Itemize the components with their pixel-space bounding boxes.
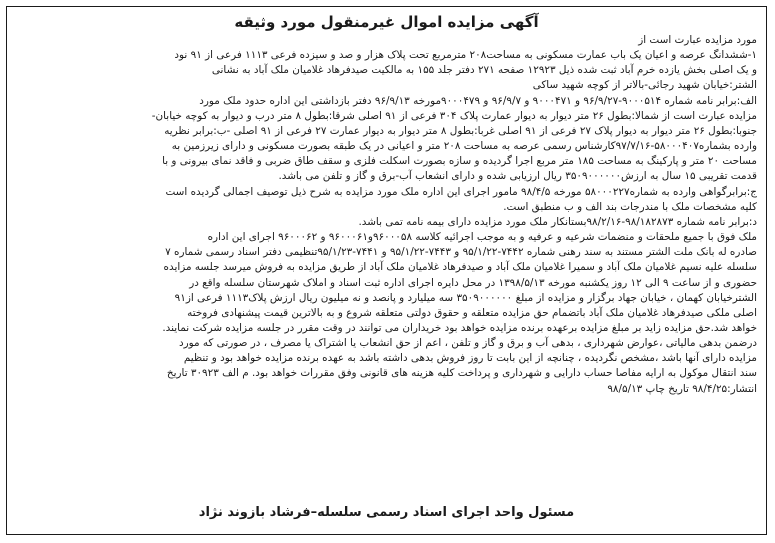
body-line: ج:برابرگواهی وارده به شماره۵۸۰۰۰۲۲۷ مورخه ۹۸/۴/۵ مامور اجرای این اداره ملک مورد مزایده به شرح ذیل توصیف اجمالی گردیده است	[165, 185, 757, 198]
body-line: ۱-ششدانگ عرصه و اعیان یک باب عمارت مسکونی به مساحت۲۰۸ مترمربع تحت پلاک هزار و صد و سیزده فرعی ۱۱۱۳ فرعی از ۹۱ نود	[174, 49, 757, 62]
body-line: سند انتقال موکول به ارایه مفاصا حساب دارایی و شهرداری و پرداخت کلیه هزینه های قانونی وفق مقررات خواهد بود. م الف ۳۰۹۲۳ تاریخ	[166, 367, 757, 380]
body-line: د:برابر نامه شماره ۹۸/۱۸۲۸۷۳-۹۸/۲/۱۶بستانکار ملک مورد مزایده دارای بیمه نامه تمی باشد.	[358, 215, 757, 228]
auction-notice	[6, 6, 767, 535]
body-line: مورد مزایده عبارت است از	[638, 34, 757, 46]
body-line: اصلی ملکی صیدفرهاد غلامیان ملک آباد باتضمام حق مزایده متعلقه و حقوق دولتی متعلقه شروع و به بالاترین قیمت پیشنهادی فروخته	[187, 306, 757, 319]
body-line: کلیه مشخصات ملک با مندرجات بند الف و ب منطبق است.	[503, 200, 757, 213]
body-line: و یک اصلی بخش یازده خرم آباد ثبت شده ذیل ۱۲۹۲۳ صفحه ۲۷۱ دفتر جلد ۱۵۵ به مالکیت صیدفرهاد غلامیان ملک آباد به نشانی	[211, 64, 757, 77]
body-line: انتشار:۹۸/۴/۲۵ تاریخ چاپ ۹۸/۵/۱۳	[607, 382, 757, 395]
notice-title: آگهی مزایده اموال غیرمنقول مورد وثیقه	[234, 13, 539, 31]
body-line: الف:برابر نامه شماره ۹۰۰۰۵۱۴-۹۶/۹/۲۷ و ۹۰۰۰۴۷۱ و ۹۶/۹/۷ و ۹۰۰۰۴۷۹مورخه ۹۶/۹/۱۳ دفتر بازداشتی این اداره حدود ملک مورد	[199, 94, 757, 107]
body-line: الشتر:خیابان شهید رجائی-بالاتر از کوچه شهید ساکی	[532, 79, 757, 92]
body-line: وارده بشماره۵۸۰۰۰۴۰۷-۹۷/۷/۱۶کارشناس رسمی عرصه به مساحت ۲۰۸ متر و اعیانی در یک طبقه بصورت مسکونی و دارای زیرزمین به	[171, 140, 757, 153]
body-line: جنوبا:بطول ۲۶ متر دیوار به دیوار پلاک ۲۷ فرعی از ۹۱ اصلی غربا:بطول ۸ متر دیوار به دیوار عمارت ۲۷ فرعی از ۹۱ اصلی -ب:برابر نظریه	[164, 124, 757, 137]
body-line: قدمت تقریبی ۱۵ سال به ارزش۳۵۰۹۰۰۰۰۰۰ ریال ارزیابی شده و دارای انشعاب آب-برق و گاز و تلفن می باشد.	[278, 170, 757, 183]
body-line: مساحت ۲۰ متر و پارکینگ به مساحت ۱۸۵ متر مربع اجرا گردیده و سازه بصورت اسکلت فلزی و سقف طاق ضربی و فاقد نمای بیرونی و با	[162, 155, 757, 168]
body-line: ملک فوق با جمیع ملحقات و منضمات شرعیه و عرفیه و به موجب اجرائیه کلاسه ۹۶۰۰۰۵۸و۹۶۰۰۰۶۱ و ۹۶۰۰۰۶۲ اجرای این اداره	[207, 231, 757, 244]
body-line: خواهد شد.حق مزایده زاید بر مبلغ مزایده برعهده برنده مزایده خواهد بود خریداران می توانند در وقت مقرر در جلسه مزایده شرکت نمایند.	[162, 321, 757, 334]
body-line: صادره له بانک ملت الشتر مستند به سند رهنی شماره ۷۴۴۲-۹۵/۱/۲۲ و ۷۴۴۳-۹۵/۱/۲۲ و ۷۴۴۱-۹۵/۱/۲۳تنظیمی دفتر اسناد رسمی شماره ۷	[165, 246, 757, 259]
body-line: درضمن بدهی مالیاتی ،عوارض شهرداری ، بدهی آب و برق و گاز و تلفن ، اعم از حق انشعاب یا اشتراک یا مصرف ، در صورتی که مورد	[178, 337, 757, 350]
notice-body	[7, 33, 766, 397]
body-line: مزایده عبارت است از شمالا:بطول ۲۶ متر دیوار به دیوار عمارت پلاک ۳۰۴ فرعی از ۹۱ اصلی شرقا:بطول ۸ متر درب و دیوار به کوچه خیابان-	[151, 109, 757, 122]
body-line: الشترخیابان کهمان ، خیابان جهاد برگزار و مزایده از مبلغ ۳۵۰۹۰۰۰۰۰۰ سه میلیارد و پانصد و نه میلیون ریال ارزش پلاک۱۱۱۳ فرعی از۹۱	[174, 291, 757, 304]
body-line: سلسله علیه نسیم غلامیان ملک آباد و سمیرا غلامیان ملک آباد و صیدفرهاد غلامیان ملک آباد از طریق مزایده به فروش میرسد جلسه مزایده	[163, 261, 757, 274]
body-line: حضوری و از ساعت ۹ الی ۱۲ روز یکشنبه مورخه ۱۳۹۸/۵/۱۳ در محل دایره اجرای اداره ثبت اسناد و املاک شهرستان سلسله واقع در	[189, 276, 757, 289]
body-line: مزایده دارای آنها باشد ،مشخص نگردیده ، چنانچه از این بابت تا روز فروش بدهی داشته باشد به عهده برنده مزایده خواهد بود و تنظیم	[183, 352, 757, 365]
signature-line: مسئول واحد اجرای اسناد رسمی سلسله–فرشاد بازوند نژاد	[198, 505, 575, 520]
